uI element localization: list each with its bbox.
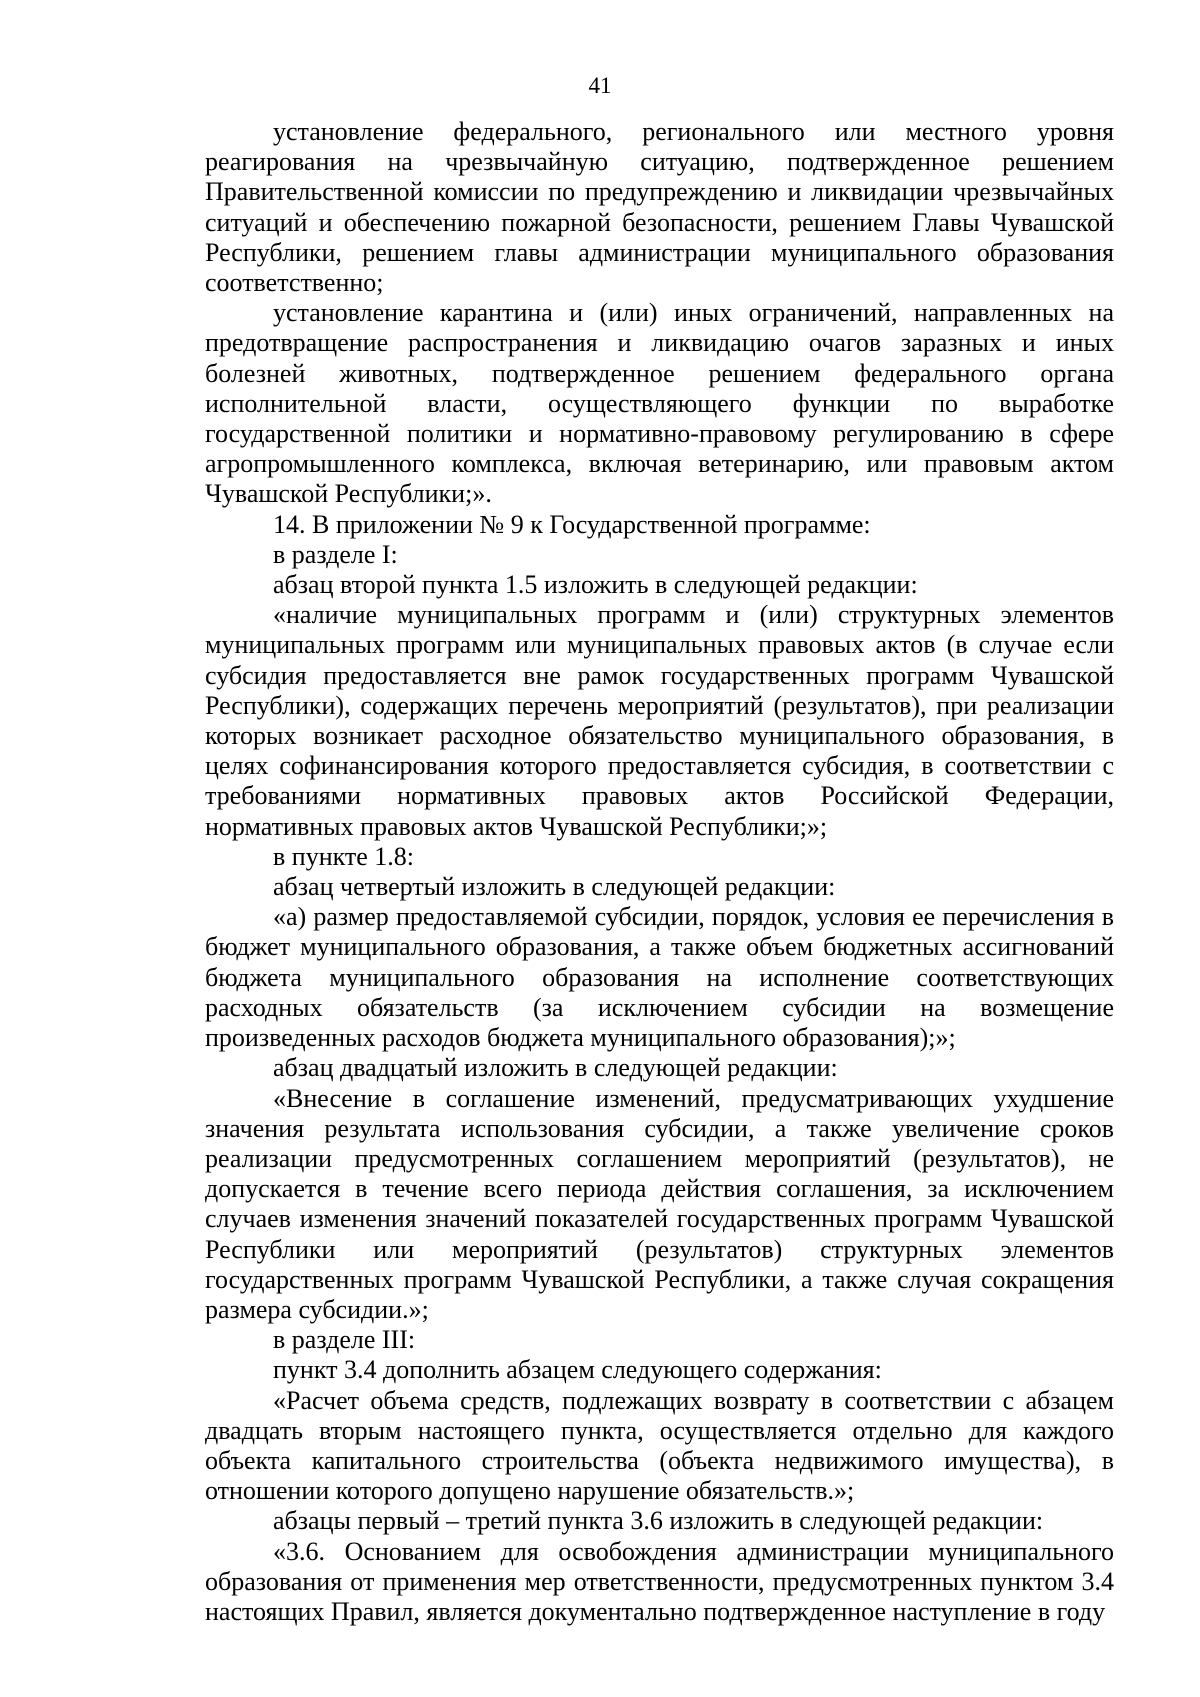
paragraph-item-14: 14. В приложении № 9 к Государственной программе: — [273, 509, 871, 539]
document-body — [205, 117, 1114, 1627]
paragraph-clause-1-8: в пункте 1.8: — [273, 841, 415, 871]
paragraph-section-3: в разделе III: — [273, 1325, 416, 1355]
page-number: 41 — [588, 73, 612, 98]
paragraph-clause-3-6: абзацы первый – третий пункта 3.6 изложить в следующей редакции: — [273, 1506, 1044, 1536]
paragraph-fourth-subclause: абзац четвертый изложить в следующей редакции: — [273, 872, 836, 902]
paragraph-twentieth-subclause: абзац двадцатый изложить в следующей редакции: — [273, 1053, 838, 1083]
paragraph-clause-1-5-text: «наличие муниципальных программ и (или) структурных элементов муниципальных программ или муниципальных правовых актов (в случае если субсидия предоставляется вне рамок государственных программ Чувашской Республики), содержащих перечень мероприятий (результатов), при реализации которых возникает расходное обязательство муниципального образования, в целях софинансирования которого предоставляется субсидия, в соответствии с требованиями нормативных правовых актов Российской Федерации, нормативных правовых актов Чувашской Республики;»; — [205, 600, 1114, 841]
paragraph-emergency-response-level: установление федерального, регионального или местного уровня реагирования на чрезвычайную ситуацию, подтвержденное решением Правительственной комиссии по предупреждению и ликвидации чрезвычайных ситуаций и обеспечению пожарной безопасности, решением Главы Чувашской Республики, решением главы администрации муниципального образования соответственно; — [205, 117, 1114, 298]
paragraph-clause-1-5: абзац второй пункта 1.5 изложить в следующей редакции: — [273, 570, 918, 600]
paragraph-twentieth-subclause-text: «Внесение в соглашение изменений, предусматривающих ухудшение значения результата использования субсидии, а также увеличение сроков реализации предусмотренных соглашением мероприятий (результатов), не допускается в течение всего периода действия соглашения, за исключением случаев изменения значений показателей государственных программ Чувашской Республики или мероприятий (результатов) структурных элементов государственных программ Чувашской Республики, а также случая сокращения размера субсидии.»; — [205, 1083, 1114, 1324]
paragraph-clause-3-4: пункт 3.4 дополнить абзацем следующего содержания: — [273, 1355, 882, 1385]
paragraph-section-1: в разделе I: — [273, 539, 398, 569]
paragraph-clause-3-6-text: «3.6. Основанием для освобождения администрации муниципального образования от применения мер ответственности, предусмотренных пунктом 3.4 настоящих Правил, является документально подтвержденное наступление в году — [205, 1536, 1114, 1626]
paragraph-clause-3-4-text: «Расчет объема средств, подлежащих возврату в соответствии с абзацем двадцать вторым настоящего пункта, осуществляется отдельно для каждого объекта капитального строительства (объекта недвижимого имущества), в отношении которого допущено нарушение обязательств.»; — [205, 1385, 1114, 1506]
paragraph-quarantine: установление карантина и (или) иных ограничений, направленных на предотвращение распространения и ликвидацию очагов заразных и иных болезней животных, подтвержденное решением федерального органа исполнительной власти, осуществляющего функции по выработке государственной политики и нормативно-правовому регулированию в сфере агропромышленного комплекса, включая ветеринарию, или правовым актом Чувашской Республики;». — [205, 298, 1114, 509]
paragraph-fourth-subclause-text: «а) размер предоставляемой субсидии, порядок, условия ее перечисления в бюджет муниципального образования, а также объем бюджетных ассигнований бюджета муниципального образования на исполнение соответствующих расходных обязательств (за исключением субсидии на возмещение произведенных расходов бюджета муниципального образования);»; — [205, 902, 1114, 1053]
